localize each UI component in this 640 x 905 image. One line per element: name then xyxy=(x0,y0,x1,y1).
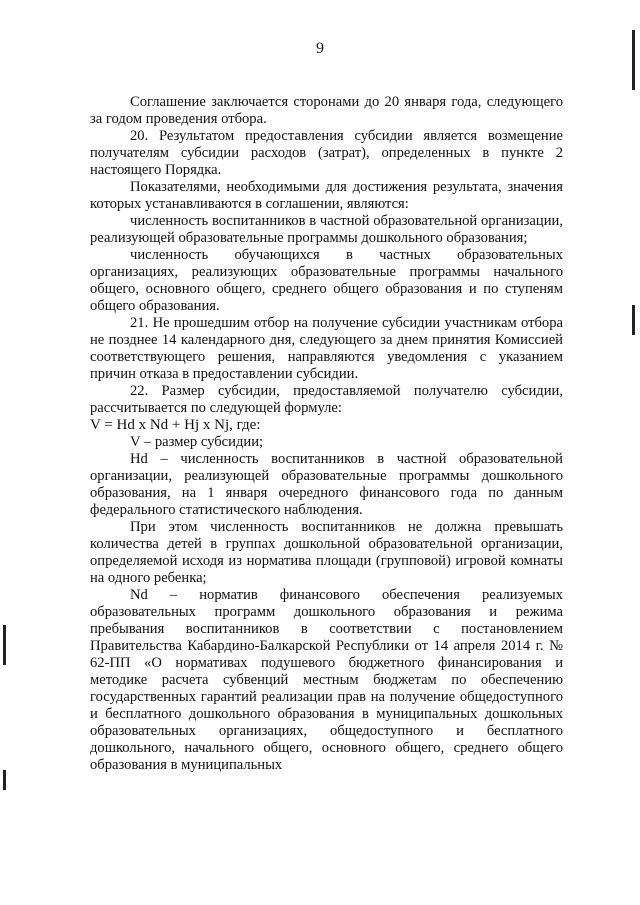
paragraph-limit: При этом численность воспитанников не должна превышать количества детей в группах дошкольной образовательной организации, определяемой исходя из норматива площади (групповой) игровой комнаты на одного ребенка; xyxy=(90,519,563,586)
paragraph-indicator-school: численность обучающихся в частных образовательных организациях, реализующих образовательные программы начального общего, основного общего, среднего общего образования и по ступеням общего образования. xyxy=(90,247,563,314)
paragraph-20: 20. Результатом предоставления субсидии является возмещение получателям субсидии расходов (затрат), определенных в пункте 2 настоящего Порядка. xyxy=(90,128,563,178)
paragraph-22: 22. Размер субсидии, предоставляемой получателю субсидии, рассчитывается по следующей формуле: xyxy=(90,383,563,416)
paragraph-indicator-preschool: численность воспитанников в частной образовательной организации, реализующей образовательные программы дошкольного образования; xyxy=(90,213,563,246)
page-number: 9 xyxy=(316,40,324,57)
scan-margin-mark xyxy=(632,30,635,90)
paragraph-indicators: Показателями, необходимыми для достижения результата, значения которых устанавливаются в соглашении, являются: xyxy=(90,179,563,212)
definition-v: V – размер субсидии; xyxy=(130,434,264,450)
document-body xyxy=(90,94,563,774)
paragraph-21: 21. Не прошедшим отбор на получение субсидии участникам отбора не позднее 14 календарного дня, следующего за днем принятия Комиссией соответствующего решения, направляются уведомления с указанием причин отказа в предоставлении субсидии. xyxy=(90,315,563,382)
scan-margin-mark xyxy=(3,770,6,790)
definition-hd: Hd – численность воспитанников в частной образовательной организации, реализующей образовательные программы дошкольного образования, на 1 января очередного финансового года по данным федерального статистического наблюдения. xyxy=(90,451,563,518)
definition-nd: Nd – норматив финансового обеспечения реализуемых образовательных программ дошкольного образования и режима пребывания воспитанников в соответствии с постановлением Правительства Кабардино-Балкарской Республики от 14 апреля 2014 г. № 62-ПП «О нормативах подушевого бюджетного финансирования и методике расчета субвенций местным бюджетам по обеспечению государственных гарантий реализации прав на получение общедоступного и бесплатного дошкольного образования в муниципальных дошкольных образовательных организациях, общедоступного и бесплатного дошкольного, начального общего, основного общего, среднего общего образования в муниципальных xyxy=(90,587,563,773)
paragraph-agreement-deadline: Соглашение заключается сторонами до 20 января года, следующего за годом проведения отбора. xyxy=(90,94,563,127)
subsidy-formula: V = Hd x Nd + Hj x Nj, где: xyxy=(90,417,261,433)
scan-margin-mark xyxy=(632,305,635,335)
scan-margin-mark xyxy=(3,625,6,665)
